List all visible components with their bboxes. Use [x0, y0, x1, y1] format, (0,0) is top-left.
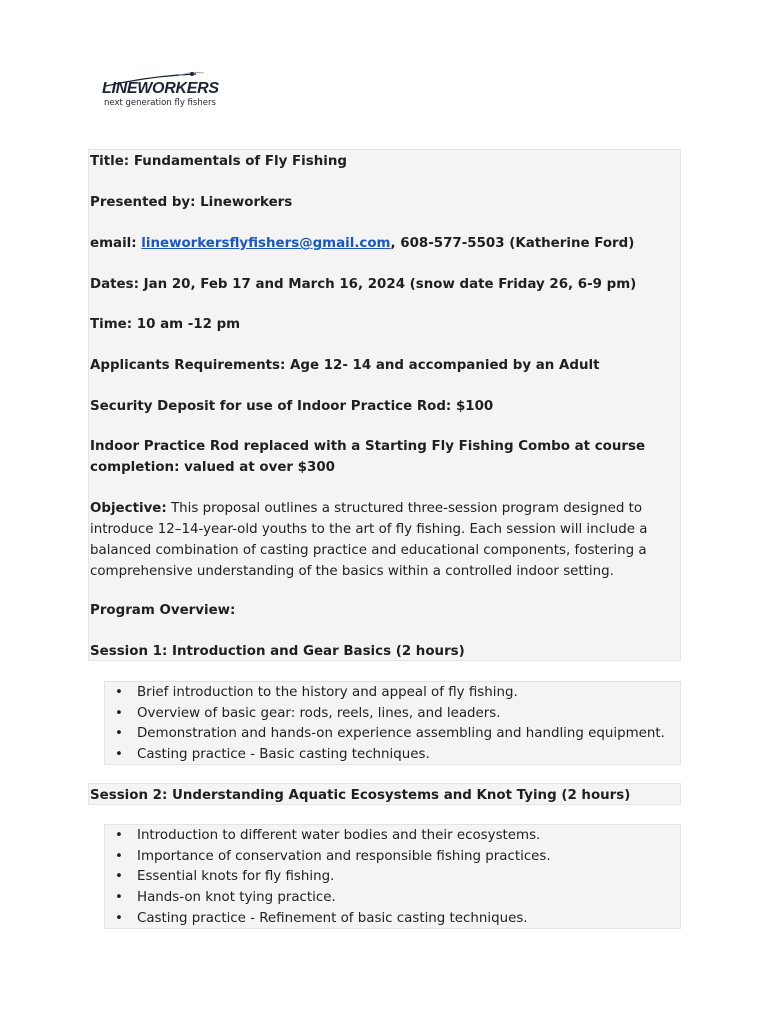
email-link[interactable]: lineworkersflyfishers@gmail.com	[141, 236, 391, 251]
list-item: • Importance of conservation and responsible fishing practices.	[137, 847, 680, 868]
replacement-line-1: Indoor Practice Rod replaced with a Starting Fly Fishing Combo at course	[90, 439, 646, 454]
deposit-line: Security Deposit for use of Indoor Practice Rod: $100	[90, 399, 494, 414]
objective-text: This proposal outlines a structured three-session program designed to introduce 12–14-year-old youths to the art of fly fishing. Each session will include a balanced combination of casting practice and educational components, fostering a comprehensive understanding of the basics within a controlled indoor setting.	[90, 501, 648, 579]
lineworkers-logo	[100, 70, 218, 112]
objective-label: Objective:	[90, 501, 167, 516]
list-item: • Introduction to different water bodies and their ecosystems.	[137, 826, 680, 847]
email-label: email:	[90, 236, 142, 251]
session-2-heading: Session 2: Understanding Aquatic Ecosystems and Knot Tying (2 hours)	[90, 788, 631, 803]
list-item: • Demonstration and hands-on experience assembling and handling equipment.	[137, 724, 680, 745]
list-item: • Brief introduction to the history and appeal of fly fishing.	[137, 683, 680, 704]
contact-line	[90, 233, 634, 254]
presenter-line: Presented by: Lineworkers	[90, 195, 293, 210]
session-1-heading: Session 1: Introduction and Gear Basics (2 hours)	[90, 644, 465, 659]
list-item: • Hands-on knot tying practice.	[137, 888, 680, 909]
program-overview-heading: Program Overview:	[90, 603, 236, 618]
dates-line: Dates: Jan 20, Feb 17 and March 16, 2024 (snow date Friday 26, 6-9 pm)	[90, 277, 637, 292]
time-line: Time: 10 am -12 pm	[90, 317, 241, 332]
document-title: Title: Fundamentals of Fly Fishing	[90, 154, 347, 169]
contact-phone: , 608-577-5503 (Katherine Ford)	[390, 236, 635, 251]
list-item: • Casting practice - Refinement of basic casting techniques.	[137, 909, 680, 930]
session-2-list	[104, 824, 681, 929]
list-item: • Essential knots for fly fishing.	[137, 867, 680, 888]
list-item: • Casting practice - Basic casting techniques.	[137, 745, 680, 766]
logo-wordmark: LINEWORKERS	[102, 80, 219, 97]
requirements-line: Applicants Requirements: Age 12- 14 and accompanied by an Adult	[90, 358, 600, 373]
logo-tagline: next generation fly fishers	[104, 98, 216, 108]
replacement-line-2: completion: valued at over $300	[90, 460, 335, 475]
session-1-list	[104, 681, 681, 765]
list-item: • Overview of basic gear: rods, reels, lines, and leaders.	[137, 704, 680, 725]
objective-paragraph	[90, 498, 665, 582]
